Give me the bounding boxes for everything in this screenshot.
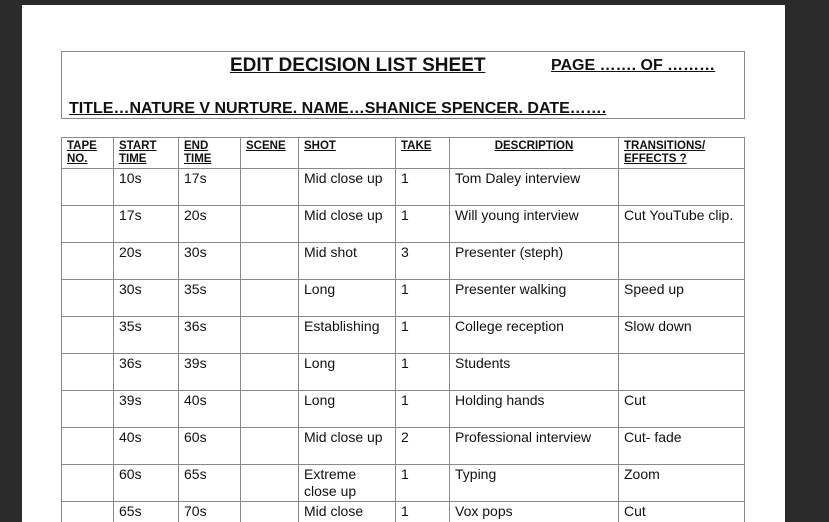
cell-scene xyxy=(241,428,299,465)
cell-scene xyxy=(241,169,299,206)
cell-transition: Cut YouTube clip. xyxy=(619,206,745,243)
cell-take: 1 xyxy=(396,317,450,354)
cell-shot: Mid shot xyxy=(299,243,396,280)
cell-tape-no xyxy=(62,465,114,502)
cell-description: Presenter (steph) xyxy=(450,243,619,280)
cell-start-time: 35s xyxy=(114,317,179,354)
cell-shot: Long xyxy=(299,280,396,317)
cell-scene xyxy=(241,317,299,354)
cell-start-time: 30s xyxy=(114,280,179,317)
table-row xyxy=(62,428,745,465)
cell-description: Tom Daley interview xyxy=(450,169,619,206)
col-header-scene: SCENE xyxy=(241,138,299,169)
cell-description: Typing xyxy=(450,465,619,502)
cell-take: 1 xyxy=(396,354,450,391)
cell-shot: Extreme close up xyxy=(299,465,396,502)
cell-start-time: 65s xyxy=(114,502,179,522)
table-row xyxy=(62,465,745,502)
cell-transition: Zoom xyxy=(619,465,745,502)
cell-take: 1 xyxy=(396,169,450,206)
cell-start-time: 20s xyxy=(114,243,179,280)
cell-description: Will young interview xyxy=(450,206,619,243)
cell-start-time: 36s xyxy=(114,354,179,391)
cell-tape-no xyxy=(62,169,114,206)
cell-scene xyxy=(241,465,299,502)
cell-tape-no xyxy=(62,391,114,428)
document-page xyxy=(22,5,785,522)
page-of-field: PAGE ……. OF ……… xyxy=(551,57,716,74)
cell-take: 1 xyxy=(396,280,450,317)
cell-end-time: 39s xyxy=(179,354,241,391)
cell-shot: Mid close up xyxy=(299,206,396,243)
table-header-row xyxy=(62,138,745,169)
table-row xyxy=(62,280,745,317)
edit-decision-table xyxy=(61,137,745,522)
table-row xyxy=(62,502,745,522)
cell-shot: Long xyxy=(299,391,396,428)
cell-tape-no xyxy=(62,428,114,465)
cell-transition: Cut xyxy=(619,391,745,428)
cell-take: 1 xyxy=(396,206,450,243)
cell-description: College reception xyxy=(450,317,619,354)
cell-scene xyxy=(241,280,299,317)
cell-tape-no xyxy=(62,206,114,243)
cell-transition xyxy=(619,169,745,206)
cell-end-time: 36s xyxy=(179,317,241,354)
col-header-start-time: START TIME xyxy=(114,138,179,169)
cell-transition: Speed up xyxy=(619,280,745,317)
table-row xyxy=(62,317,745,354)
cell-take: 3 xyxy=(396,243,450,280)
cell-shot: Long xyxy=(299,354,396,391)
header-box xyxy=(61,51,745,119)
cell-transition: Cut- fade xyxy=(619,428,745,465)
cell-end-time: 65s xyxy=(179,465,241,502)
cell-end-time: 70s xyxy=(179,502,241,522)
cell-scene xyxy=(241,502,299,522)
cell-take: 1 xyxy=(396,391,450,428)
cell-transition: Cut xyxy=(619,502,745,522)
table-body xyxy=(62,169,745,522)
cell-shot: Mid close up xyxy=(299,169,396,206)
table-row xyxy=(62,169,745,206)
cell-start-time: 10s xyxy=(114,169,179,206)
cell-take: 1 xyxy=(396,465,450,502)
cell-start-time: 17s xyxy=(114,206,179,243)
cell-description: Vox pops xyxy=(450,502,619,522)
cell-tape-no xyxy=(62,354,114,391)
col-header-end-time: END TIME xyxy=(179,138,241,169)
cell-start-time: 39s xyxy=(114,391,179,428)
col-header-tape-no: TAPE NO. xyxy=(62,138,114,169)
cell-take: 2 xyxy=(396,428,450,465)
cell-tape-no xyxy=(62,502,114,522)
col-header-description: DESCRIPTION xyxy=(450,138,619,169)
cell-shot: Mid close up xyxy=(299,428,396,465)
cell-tape-no xyxy=(62,280,114,317)
sheet-title: EDIT DECISION LIST SHEET xyxy=(230,55,486,76)
cell-take: 1 xyxy=(396,502,450,522)
table-row xyxy=(62,354,745,391)
table-row xyxy=(62,206,745,243)
cell-description: Holding hands xyxy=(450,391,619,428)
table-row xyxy=(62,243,745,280)
cell-description: Students xyxy=(450,354,619,391)
cell-start-time: 40s xyxy=(114,428,179,465)
cell-tape-no xyxy=(62,317,114,354)
cell-end-time: 60s xyxy=(179,428,241,465)
cell-transition xyxy=(619,354,745,391)
col-header-shot: SHOT xyxy=(299,138,396,169)
cell-end-time: 35s xyxy=(179,280,241,317)
cell-scene xyxy=(241,243,299,280)
cell-shot: Establishing xyxy=(299,317,396,354)
cell-start-time: 60s xyxy=(114,465,179,502)
cell-end-time: 30s xyxy=(179,243,241,280)
col-header-take: TAKE xyxy=(396,138,450,169)
cell-scene xyxy=(241,354,299,391)
cell-tape-no xyxy=(62,243,114,280)
cell-transition: Slow down xyxy=(619,317,745,354)
cell-description: Presenter walking xyxy=(450,280,619,317)
cell-shot: Mid close xyxy=(299,502,396,522)
cell-end-time: 40s xyxy=(179,391,241,428)
cell-end-time: 17s xyxy=(179,169,241,206)
cell-description: Professional interview xyxy=(450,428,619,465)
cell-scene xyxy=(241,206,299,243)
cell-end-time: 20s xyxy=(179,206,241,243)
title-name-date-line: TITLE…NATURE V NURTURE. NAME…SHANICE SPENCER. DATE……. xyxy=(69,100,607,117)
col-header-transitions: TRANSITIONS/ EFFECTS ? xyxy=(619,138,745,169)
table-row xyxy=(62,391,745,428)
cell-scene xyxy=(241,391,299,428)
cell-transition xyxy=(619,243,745,280)
